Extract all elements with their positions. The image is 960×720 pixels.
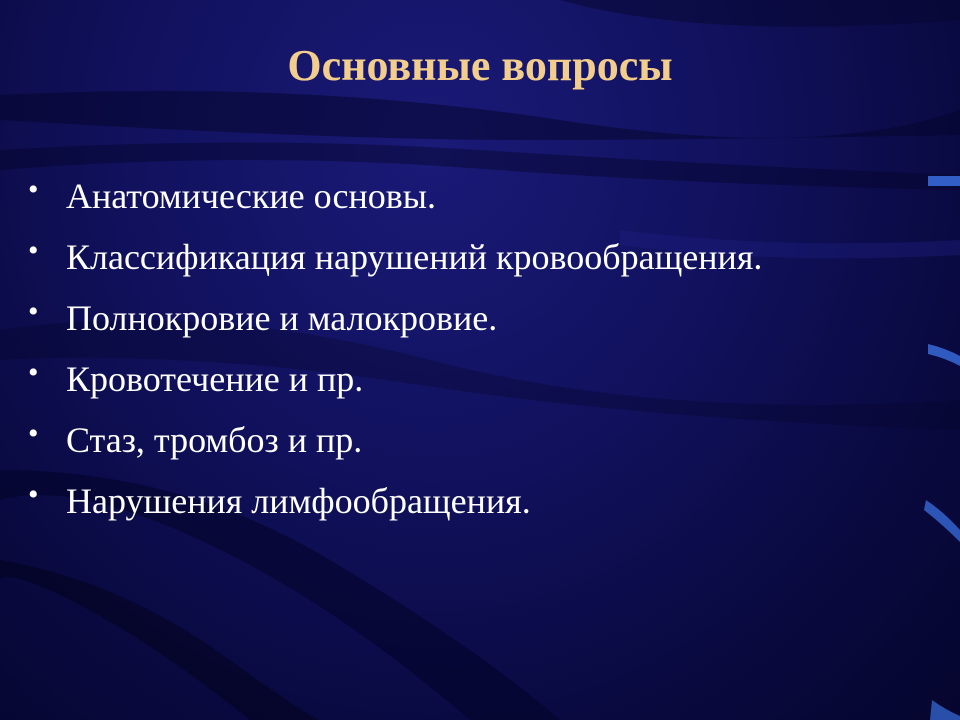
bullet-text: Анатомические основы.: [66, 176, 436, 216]
bullet-item: [28, 290, 928, 351]
bullet-text: Стаз, тромбоз и пр.: [66, 420, 363, 460]
bullet-item: [28, 229, 928, 290]
bullet-list: [28, 168, 928, 534]
bullet-text: Нарушения лимфообращения.: [66, 481, 531, 521]
bullet-item: [28, 412, 928, 473]
bullet-icon: •: [28, 417, 39, 450]
bullet-icon: •: [28, 234, 39, 267]
bullet-item: [28, 351, 928, 412]
slide-title: Основные вопросы: [287, 41, 673, 90]
accent-stripe: [928, 176, 960, 186]
bullet-text: Кровотечение и пр.: [66, 359, 364, 399]
bullet-item: [28, 473, 928, 534]
accent-stripe: [930, 700, 960, 720]
bullet-text: Полнокровие и малокровие.: [66, 298, 498, 338]
bullet-item: [28, 168, 928, 229]
bullet-icon: •: [28, 356, 39, 389]
bullet-icon: •: [28, 173, 39, 206]
bullet-icon: •: [28, 478, 39, 511]
accent-stripe: [924, 500, 960, 542]
accent-stripe: [928, 344, 960, 366]
bullet-text: Классификация нарушений кровообращения.: [66, 237, 763, 277]
bullet-icon: •: [28, 295, 39, 328]
